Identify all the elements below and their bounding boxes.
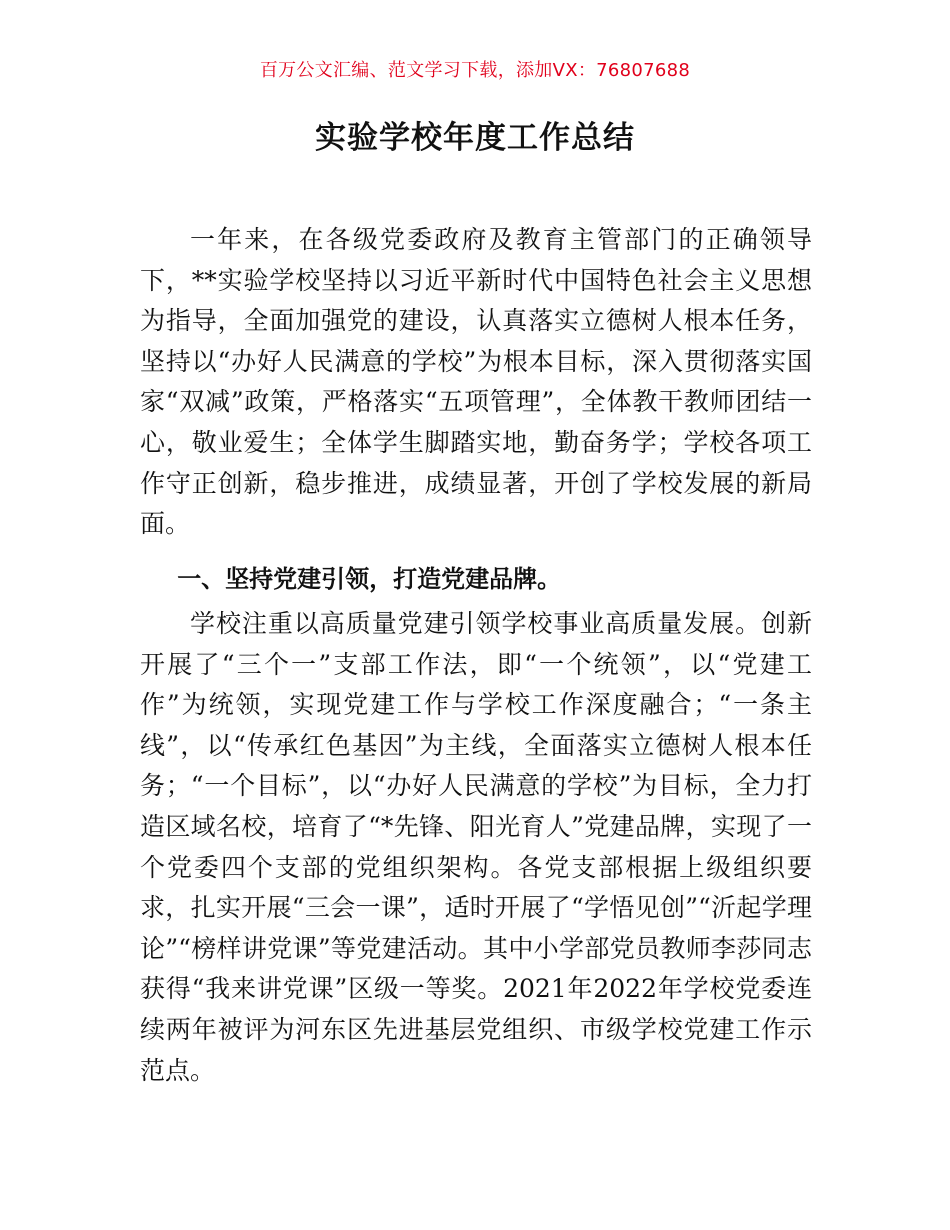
section-paragraph: 学校注重以高质量党建引领学校事业高质量发展。创新开展了“三个一”支部工作法，即“一个统领”，以“党建工作”为统领，实现党建工作与学校工作深度融合；“一条主线”，以“传承红色基因”为主线，全面落实立德树人根本任务；“一个目标”，以“办好人民满意的学校”为目标，全力打造区域名校，培育了“*先锋、阳光育人”党建品牌，实现了一个党委四个支部的党组织架构。各党支部根据上级组织要求，扎实开展“三会一课”，适时开展了“学悟见创”“沂起学理论”“榜样讲党课”等党建活动。其中小学部党员教师李莎同志获得“我来讲党课”区级一等奖。2021年2022年学校党委连续两年被评为河东区先进基层党组织、市级学校党建工作示范点。 (140, 609, 812, 1085)
intro-paragraph: 一年来，在各级党委政府及教育主管部门的正确领导下，**实验学校坚持以习近平新时代中国特色社会主义思想为指导，全面加强党的建设，认真落实立德树人根本任务，坚持以“办好人民满意的学校”为根本目标，深入贯彻落实国家“双减”政策，严格落实“五项管理”，全体教干教师团结一心，敬业爱生；全体学生脚踏实地，勤奋务学；学校各项工作守正创新，稳步推进，成绩显著，开创了学校发展的新局面。 (140, 225, 812, 539)
document-title: 实验学校年度工作总结 (315, 120, 635, 156)
section-heading: 一、坚持党建引领，打造党建品牌。 (177, 565, 562, 593)
promo-banner: 百万公文汇编、范文学习下载，添加VX：76807688 (259, 60, 691, 81)
